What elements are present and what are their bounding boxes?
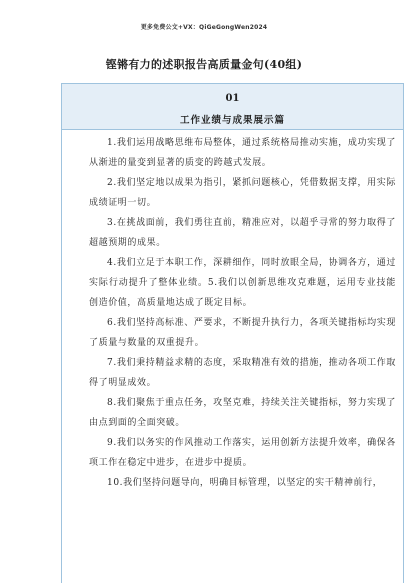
paragraph: 6.我们坚持高标准、严要求，不断提升执行力，各项关键指标均实现了质量与数量的双重提升。 [89, 318, 396, 348]
paragraph: 9.我们以务实的作风推动工作落实，运用创新方法提升效率，确保各项工作在稳定中进步，在进步中提质。 [89, 438, 396, 468]
section-body [89, 133, 396, 493]
paragraph: 1.我们运用战略思维布局整体，通过系统格局推动实施，成功实现了从渐进的量变到显著的质变的跨越式发展。 [89, 138, 396, 168]
section-heading: 工作业绩与成果展示篇 [179, 115, 285, 126]
paragraph: 10.我们坚持问题导向，明确目标管理，以坚定的实干精神前行， [107, 478, 383, 488]
paragraph: 8.我们聚焦于重点任务，攻坚克难，持续关注关键指标，努力实现了由点到面的全面突破。 [89, 398, 396, 428]
section-frame [61, 83, 404, 583]
paragraph: 4.我们立足于本职工作，深耕细作，同时放眼全局，协调各方，通过实际行动提升了整体业绩。5.我们以创新思维攻克难题，运用专业技能创造价值，高质量地达成了既定目标。 [89, 258, 396, 308]
paragraph: 2.我们坚定地以成果为指引，紧抓问题核心，凭借数据支撑，用实际成绩证明一切。 [89, 178, 396, 208]
paragraph: 3.在挑战面前，我们勇往直前，精准应对，以超乎寻常的努力取得了超越预期的成果。 [89, 218, 396, 248]
section-number: 01 [225, 93, 240, 104]
section-header [62, 84, 403, 130]
top-note: 更多免费公文+VX：QiGeGongWen2024 [140, 24, 268, 31]
document-title: 铿锵有力的述职报告高质量金句(40组) [105, 58, 303, 71]
paragraph: 7.我们秉持精益求精的态度，采取精准有效的措施，推动各项工作取得了明显成效。 [89, 358, 396, 388]
